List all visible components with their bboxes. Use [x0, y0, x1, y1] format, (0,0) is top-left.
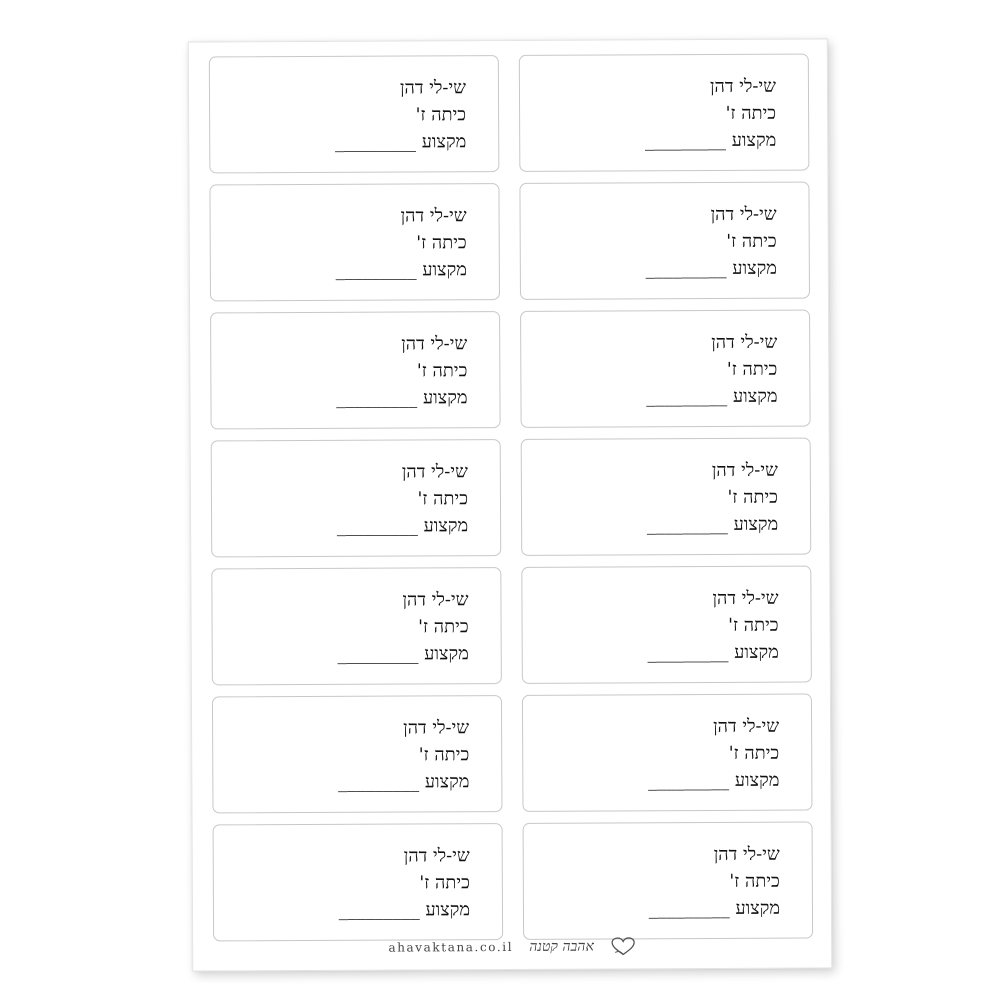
student-class: כיתה ז' [725, 102, 777, 124]
student-name: שי-לי דהן [709, 75, 777, 98]
student-name: שי-לי דהן [401, 461, 468, 483]
label-card [523, 822, 814, 940]
brand-text: אהבה קטנה [529, 938, 594, 955]
label-text [336, 330, 468, 412]
student-class: כיתה ז' [728, 742, 780, 764]
label-sheet [188, 38, 833, 971]
subject-line: מקצוע _________ [647, 641, 779, 664]
student-class: כיתה ז' [415, 104, 467, 126]
label-text [645, 201, 777, 283]
student-name: שי-לי דהן [400, 205, 467, 227]
label-card [213, 823, 504, 941]
subject-line: מקצוע _________ [338, 771, 470, 793]
label-card [522, 694, 813, 812]
label-card [209, 183, 500, 301]
student-class: כיתה ז' [729, 870, 780, 892]
student-name: שי-לי דהן [399, 77, 467, 99]
label-card [521, 566, 812, 684]
label-text [337, 458, 469, 540]
subject-line: מקצוע _________ [645, 257, 777, 280]
label-card [209, 55, 500, 173]
subject-line: מקצוע _________ [648, 897, 781, 920]
student-name: שי-לי דהן [712, 587, 779, 610]
heart-outline-icon [610, 936, 636, 956]
student-name: שי-לי דהן [401, 333, 468, 355]
student-name: שי-לי דהן [402, 589, 469, 611]
label-text [648, 713, 780, 795]
subject-line: מקצוע _________ [336, 515, 469, 537]
student-class: כיתה ז' [726, 230, 777, 252]
label-card [519, 182, 810, 300]
label-text [337, 586, 469, 668]
label-text [335, 202, 467, 284]
label-text [645, 73, 777, 155]
label-text [647, 457, 779, 539]
student-name: שי-לי דהן [403, 717, 470, 739]
student-name: שי-לי דהן [403, 845, 470, 867]
label-text [647, 585, 779, 667]
label-grid [209, 54, 813, 942]
subject-line: מקצוע _________ [338, 899, 471, 921]
student-class: כיתה ז' [726, 358, 778, 380]
student-class: כיתה ז' [416, 360, 468, 382]
label-card [521, 438, 812, 556]
website-text: ahavaktana.co.il [388, 939, 514, 955]
subject-line: מקצוע _________ [644, 129, 777, 152]
label-card [520, 310, 811, 428]
student-class: כיתה ז' [417, 488, 469, 510]
student-class: כיתה ז' [417, 616, 469, 638]
subject-line: מקצוע _________ [334, 131, 467, 153]
label-text [338, 842, 470, 924]
student-name: שי-לי דהן [713, 715, 780, 738]
label-card [519, 54, 810, 172]
subject-line: מקצוע _________ [646, 513, 779, 536]
label-card [210, 311, 501, 429]
student-class: כיתה ז' [727, 614, 779, 636]
student-name: שי-לי דהן [711, 331, 778, 354]
label-text [648, 841, 780, 923]
subject-line: מקצוע _________ [646, 385, 778, 408]
sheet-footer [193, 931, 831, 962]
student-class: כיתה ז' [416, 232, 467, 254]
label-text [338, 714, 470, 796]
label-card [212, 695, 503, 813]
label-card [211, 567, 502, 685]
label-text [335, 74, 467, 156]
student-class: כיתה ז' [418, 744, 470, 766]
student-class: כיתה ז' [419, 872, 470, 894]
label-card [211, 439, 502, 557]
student-class: כיתה ז' [727, 486, 779, 508]
subject-line: מקצוע _________ [336, 387, 468, 409]
subject-line: מקצוע _________ [335, 259, 467, 281]
subject-line: מקצוע _________ [648, 769, 780, 792]
label-text [646, 329, 778, 411]
student-name: שי-לי דהן [710, 203, 777, 226]
student-name: שי-לי דהן [711, 459, 778, 482]
subject-line: מקצוע _________ [337, 643, 469, 665]
student-name: שי-לי דהן [713, 843, 780, 866]
